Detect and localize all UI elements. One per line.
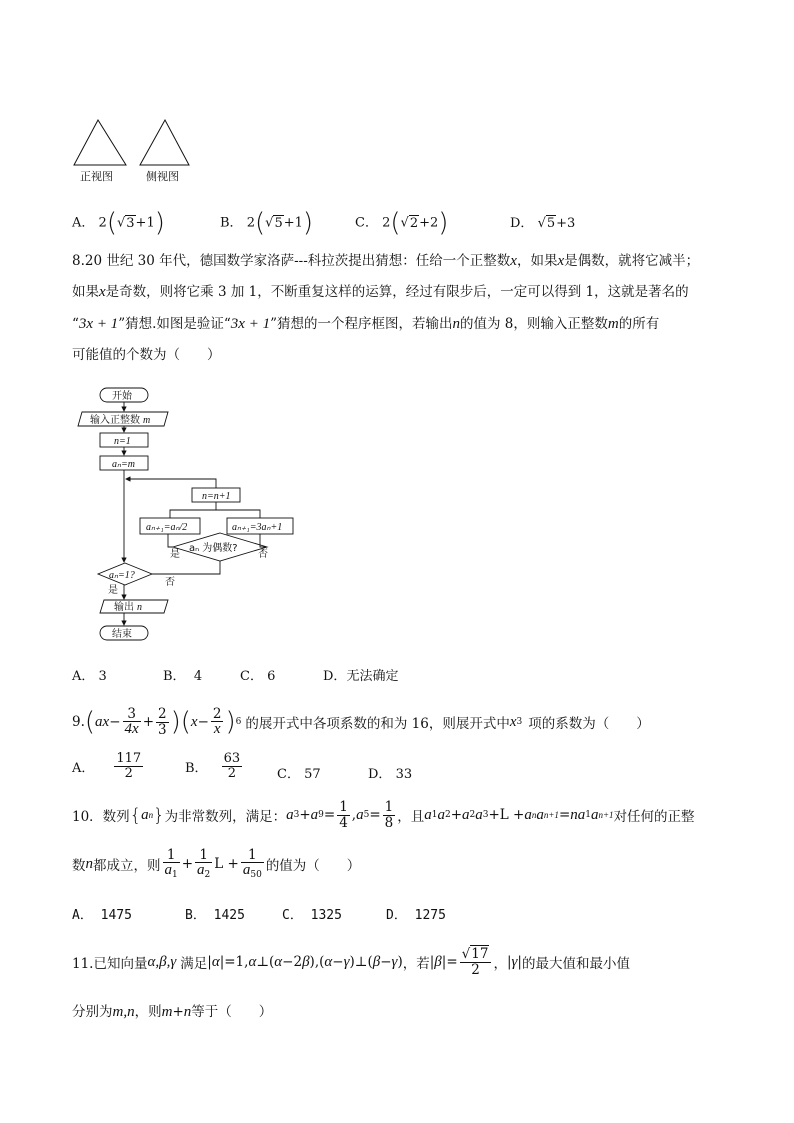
q8-line-4: 可能值的个数为（ ）: [72, 347, 221, 363]
flow-output-label: 输出 n: [114, 602, 142, 613]
q10-option-a: A． 1475: [72, 908, 132, 923]
q8-line-3: “3x + 1”猜想.如图是验证“3x + 1”猜想的一个程序框图，若输出n的值为 8，则输入正整数m的所有: [72, 316, 660, 332]
flow-yes1-label: 是: [170, 549, 180, 560]
side-view-triangle: [140, 120, 189, 165]
flow-yes2-label: 是: [108, 585, 118, 596]
q9-option-c: C． 57: [277, 767, 321, 782]
flow-an-label: aₙ=m: [112, 459, 135, 470]
flow-end-label: 结束: [112, 629, 132, 640]
flow-output-box: [100, 600, 168, 613]
q10-option-b: B． 1425: [185, 908, 245, 923]
front-view-label: 正视图: [80, 170, 113, 183]
flow-nplus-label: n=n+1: [202, 491, 231, 502]
flow-even-label: aₙ 为偶数?: [189, 543, 238, 554]
q8-line-2: 如果x是奇数，则将它乘 3 加 1，不断重复这样的运算，经过有限步后，一定可以得到 1，这就是著名的: [72, 284, 689, 300]
side-view-label: 侧视图: [146, 170, 179, 183]
flow-no1-label: 否: [258, 549, 268, 560]
q9-option-b: B． $\frac{63}{2}$: [185, 751, 241, 781]
flow-start-label: 开始: [112, 391, 132, 402]
q11-line-1: 11.已知向量 α,β,γ 满足 | α |=1, α ⊥( α −2 β ),( α − γ )⊥( β − γ ) ，若 | β |= $\frac{√17}{2}$ ， | γ | 的最大值和最小值: [72, 946, 630, 978]
q7-option-b: B． 2(√5+1): [220, 208, 314, 238]
three-view-diagram: [70, 118, 200, 168]
q8-option-c: C． 6: [240, 669, 276, 684]
q10-line-2: 数 n 都成立，则 $\frac{1}{a_1}$ + $\frac{1}{a_2}$ L + $\frac{1}{a_{50}}$ 的值为（ ）: [72, 846, 361, 880]
q8-flowchart: [70, 385, 310, 645]
flow-eq1-label: aₙ=1?: [109, 570, 135, 581]
q9-stem: 9. ( ax − $\frac{3}{4x}$ + $\frac{2}{3}$ )( x − $\frac{2}{x}$ ) 6 的展开式中各项系数的和为 16，则展开式中 x 3 项的系数为（ ）: [72, 705, 650, 738]
q8-line-1: 8.20 世纪 30 年代，德国数学家洛萨---科拉茨提出猜想：任给一个正整数x，如果x是偶数，就将它减半；: [72, 253, 700, 269]
flow-n1-label: n=1: [114, 436, 131, 447]
q10-option-c: C． 1325: [282, 908, 342, 923]
q11-line-2: 分别为m,n，则m+n等于（ ）: [72, 1004, 273, 1020]
q8-option-b: B． 4: [163, 669, 203, 684]
flow-triple-label: aₙ₊₁=3aₙ+1: [232, 522, 283, 533]
flow-no2-label: 否: [165, 577, 175, 588]
q7-option-c: C． 2(√2+2): [355, 208, 449, 238]
q10-line-1: 10．数列 { a n } 为非常数列，满足： a 3 + a 9 = $\frac{1}{4}$ , a 5 = $\frac{1}{8}$ ，且 a 1 a 2 + a 2 a 3 +L + a n a n+1 = na 1 a n+1 对任何的正整: [72, 799, 695, 831]
q8-option-a: A． 3: [72, 669, 107, 684]
q7-option-d: D． √5+3: [510, 216, 576, 231]
q10-option-d: D． 1275: [386, 908, 446, 923]
q9-option-d: D． 33: [368, 767, 413, 782]
flow-input-label: 输入正整数 m: [90, 415, 151, 426]
front-view-triangle: [74, 120, 126, 165]
flow-half-label: aₙ₊₁=aₙ/2: [146, 522, 188, 533]
q9-option-a: A． $\frac{117}{2}$: [72, 751, 142, 781]
q8-option-d: D．无法确定: [323, 669, 399, 684]
q7-option-a: A． 2(√3+1): [72, 208, 165, 238]
